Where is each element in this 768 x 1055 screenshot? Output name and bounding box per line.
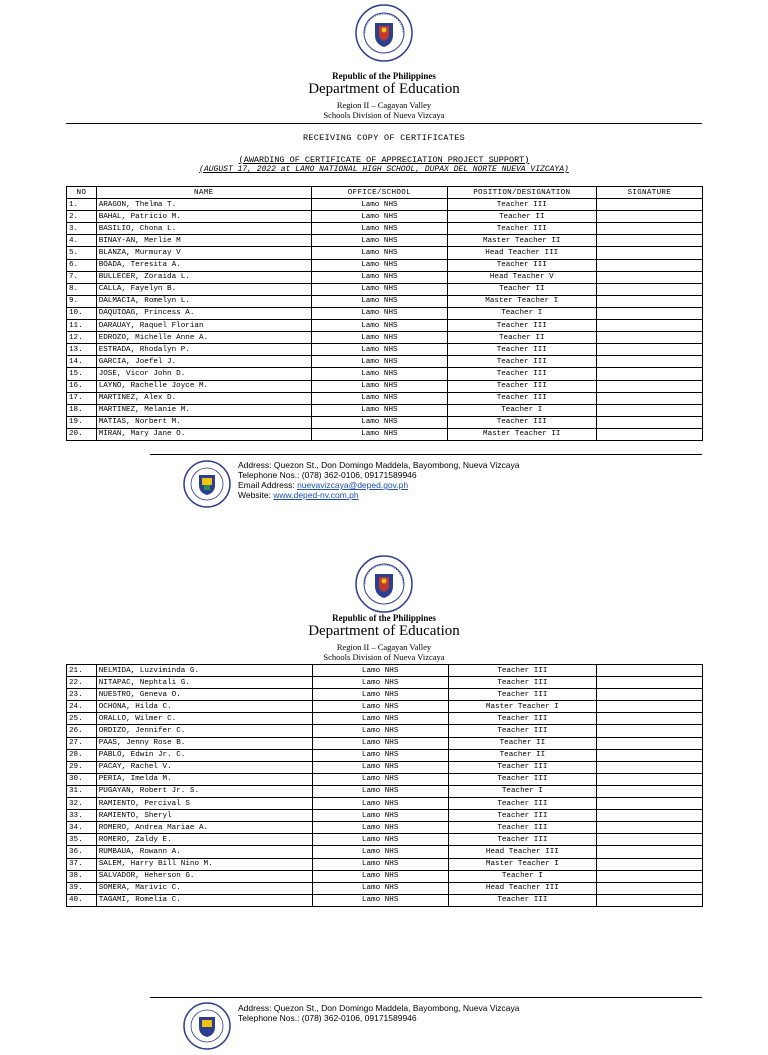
table-row [67, 416, 703, 428]
row-office: Lamo NHS [312, 810, 448, 822]
row-number: 11. [67, 320, 97, 332]
row-position: Teacher II [448, 749, 596, 761]
footer-email-label: Email Address: [238, 480, 298, 490]
republic-line-page2: Republic of the Philippines [332, 613, 436, 623]
row-number: 40. [67, 894, 97, 906]
row-name: LAYNO, Rachelle Joyce M. [96, 380, 311, 392]
footer-telephone-page2: Telephone Nos.: (078) 362-0106, 09171589946 [238, 1013, 417, 1023]
row-position: Master Teacher I [447, 295, 596, 307]
table-row [67, 689, 703, 701]
row-name: NELMIDA, Luzviminda G. [96, 665, 312, 677]
table-row [67, 725, 703, 737]
row-office: Lamo NHS [311, 223, 447, 235]
row-office: Lamo NHS [311, 283, 447, 295]
row-signature [597, 749, 703, 761]
table-row [67, 428, 703, 440]
event-date-line: (AUGUST 17, 2022 at LAMO NATIONAL HIGH SCHOOL, DUPAX DEL NORTE NUEVA VIZCAYA) [199, 165, 569, 174]
row-name: NUESTRO, Geneva O. [96, 689, 312, 701]
row-signature [597, 858, 703, 870]
row-name: ORDIZO, Jennifer C. [96, 725, 312, 737]
row-office: Lamo NHS [312, 761, 448, 773]
row-name: PABLO, Edwin Jr. C. [96, 749, 312, 761]
table-row [67, 894, 703, 906]
row-number: 26. [67, 725, 97, 737]
row-number: 23. [67, 689, 97, 701]
row-position: Teacher III [448, 798, 596, 810]
row-signature [596, 247, 702, 259]
table-row [67, 846, 703, 858]
row-signature [596, 307, 702, 319]
row-name: BASILIO, Chona L. [96, 223, 311, 235]
row-name: JOSE, Vicor John D. [96, 368, 311, 380]
row-position: Teacher III [448, 725, 596, 737]
row-office: Lamo NHS [311, 380, 447, 392]
division-line: Schools Division of Nueva Vizcaya [323, 110, 445, 120]
table-row [67, 223, 703, 235]
row-position: Teacher II [447, 211, 596, 223]
row-signature [597, 713, 703, 725]
table-row [67, 665, 703, 677]
row-signature [597, 894, 703, 906]
footer-website-link[interactable]: www.deped-nv.com.ph [273, 490, 359, 500]
row-number: 4. [67, 235, 97, 247]
row-name: MARTINEZ, Alex D. [96, 392, 311, 404]
row-signature [596, 428, 702, 440]
row-name: ROMERO, Andrea Mariae A. [96, 822, 312, 834]
row-signature [597, 834, 703, 846]
table-row [67, 798, 703, 810]
header-divider [66, 123, 702, 124]
awarding-subtitle: (AWARDING OF CERTIFICATE OF APPRECIATION PROJECT SUPPORT) [238, 155, 530, 165]
row-signature [596, 235, 702, 247]
table-row [67, 822, 703, 834]
row-office: Lamo NHS [312, 785, 448, 797]
deped-seal-logo-page2 [355, 555, 413, 613]
row-name: BOADA, Teresita A. [96, 259, 311, 271]
row-name: RAMIENTO, Sheryl [96, 810, 312, 822]
row-signature [597, 882, 703, 894]
row-name: PAAS, Jenny Rose B. [96, 737, 312, 749]
row-number: 38. [67, 870, 97, 882]
table-row [67, 199, 703, 211]
row-number: 7. [67, 271, 97, 283]
row-signature [596, 320, 702, 332]
footer-contact-block [238, 460, 519, 500]
row-office: Lamo NHS [311, 271, 447, 283]
footer-email-link[interactable]: nuevavizcaya@deped.gov.ph [297, 480, 409, 490]
footer-divider [150, 454, 702, 455]
table-row [67, 368, 703, 380]
row-number: 34. [67, 822, 97, 834]
row-name: GARCIA, Joefel J. [96, 356, 311, 368]
row-position: Teacher III [447, 368, 596, 380]
row-signature [596, 283, 702, 295]
row-number: 5. [67, 247, 97, 259]
row-position: Teacher I [448, 785, 596, 797]
row-position: Teacher III [447, 380, 596, 392]
row-number: 22. [67, 677, 97, 689]
row-number: 39. [67, 882, 97, 894]
row-signature [596, 211, 702, 223]
row-name: BINAY-AN, Merlie M [96, 235, 311, 247]
republic-line: Republic of the Philippines [332, 71, 436, 81]
table-row [67, 834, 703, 846]
row-signature [597, 737, 703, 749]
row-name: BULLECER, Zoraida L. [96, 271, 311, 283]
table-row [67, 785, 703, 797]
table-row [67, 404, 703, 416]
table-row [67, 295, 703, 307]
row-office: Lamo NHS [311, 235, 447, 247]
row-position: Teacher I [447, 307, 596, 319]
row-position: Teacher III [447, 344, 596, 356]
table-row [67, 259, 703, 271]
row-signature [596, 295, 702, 307]
row-signature [597, 870, 703, 882]
row-office: Lamo NHS [312, 677, 448, 689]
row-signature [596, 368, 702, 380]
row-position: Teacher III [448, 822, 596, 834]
row-name: ROMERO, Zaldy E. [96, 834, 312, 846]
row-name: DALMACIA, Romelyn L. [96, 295, 311, 307]
table-row [67, 283, 703, 295]
row-office: Lamo NHS [311, 247, 447, 259]
row-number: 12. [67, 332, 97, 344]
row-name: RAMIENTO, Percival S [96, 798, 312, 810]
row-office: Lamo NHS [311, 344, 447, 356]
row-signature [596, 404, 702, 416]
row-office: Lamo NHS [311, 428, 447, 440]
row-office: Lamo NHS [312, 834, 448, 846]
row-number: 18. [67, 404, 97, 416]
row-name: RUMBAUA, Rowann A. [96, 846, 312, 858]
table-row [67, 701, 703, 713]
row-number: 17. [67, 392, 97, 404]
row-number: 10. [67, 307, 97, 319]
row-office: Lamo NHS [311, 295, 447, 307]
row-number: 37. [67, 858, 97, 870]
row-office: Lamo NHS [312, 894, 448, 906]
row-signature [597, 761, 703, 773]
department-title-page2: Department of Education [308, 623, 460, 639]
row-position: Teacher II [447, 283, 596, 295]
row-position: Teacher II [447, 332, 596, 344]
row-number: 3. [67, 223, 97, 235]
row-position: Teacher III [448, 761, 596, 773]
table-header-row [67, 187, 703, 199]
row-number: 1. [67, 199, 97, 211]
row-office: Lamo NHS [311, 259, 447, 271]
footer-website-label: Website: [238, 490, 274, 500]
table-row [67, 320, 703, 332]
column-header-position: POSITION/DESIGNATION [447, 187, 596, 199]
row-signature [596, 271, 702, 283]
row-number: 30. [67, 773, 97, 785]
row-name: DARAUAY, Raquel Florian [96, 320, 311, 332]
department-title: Department of Education [308, 81, 460, 97]
row-signature [597, 665, 703, 677]
column-header-no: NO [67, 187, 97, 199]
row-name: PACAY, Rachel V. [96, 761, 312, 773]
row-number: 36. [67, 846, 97, 858]
footer-website-line [238, 490, 519, 500]
row-office: Lamo NHS [312, 713, 448, 725]
footer-email-line [238, 480, 519, 490]
row-number: 14. [67, 356, 97, 368]
row-name: MATIAS, Norbert M. [96, 416, 311, 428]
row-name: SOMERA, Marivic C. [96, 882, 312, 894]
row-number: 6. [67, 259, 97, 271]
row-number: 20. [67, 428, 97, 440]
row-signature [596, 380, 702, 392]
row-office: Lamo NHS [311, 368, 447, 380]
table-row [67, 737, 703, 749]
row-position: Head Teacher III [448, 846, 596, 858]
row-number: 15. [67, 368, 97, 380]
row-name: OCHONA, Hilda C. [96, 701, 312, 713]
table-row [67, 882, 703, 894]
row-name: ORALLO, Wilmer C. [96, 713, 312, 725]
region-line: Region II – Cagayan Valley [336, 100, 432, 110]
row-number: 8. [67, 283, 97, 295]
row-name: PUGAYAN, Robert Jr. S. [96, 785, 312, 797]
table-row [67, 749, 703, 761]
row-signature [596, 259, 702, 271]
row-position: Master Teacher II [447, 235, 596, 247]
row-office: Lamo NHS [312, 737, 448, 749]
row-signature [596, 332, 702, 344]
table-row [67, 332, 703, 344]
row-name: MARTINEZ, Melanie M. [96, 404, 311, 416]
row-number: 24. [67, 701, 97, 713]
row-position: Master Teacher I [448, 858, 596, 870]
row-position: Master Teacher I [448, 701, 596, 713]
row-position: Teacher III [448, 677, 596, 689]
column-header-office: OFFICE/SCHOOL [311, 187, 447, 199]
table-row [67, 773, 703, 785]
table-row [67, 235, 703, 247]
row-number: 31. [67, 785, 97, 797]
row-position: Teacher III [447, 356, 596, 368]
table-row [67, 858, 703, 870]
row-name: TAGAMI, Romelia C. [96, 894, 312, 906]
row-name: PERIA, Imelda M. [96, 773, 312, 785]
row-number: 35. [67, 834, 97, 846]
row-number: 27. [67, 737, 97, 749]
row-position: Teacher III [447, 259, 596, 271]
footer-address: Address: Quezon St., Don Domingo Maddela, Bayombong, Nueva Vizcaya [238, 460, 520, 470]
row-position: Teacher III [448, 810, 596, 822]
row-signature [597, 798, 703, 810]
row-signature [596, 392, 702, 404]
row-office: Lamo NHS [312, 665, 448, 677]
footer-seal-logo [183, 460, 231, 508]
table-row [67, 761, 703, 773]
row-office: Lamo NHS [312, 882, 448, 894]
row-position: Teacher III [447, 320, 596, 332]
row-position: Teacher III [448, 713, 596, 725]
certificates-table-page1 [66, 186, 703, 441]
row-position: Teacher III [447, 392, 596, 404]
row-office: Lamo NHS [311, 211, 447, 223]
row-office: Lamo NHS [311, 356, 447, 368]
row-position: Teacher III [447, 199, 596, 211]
row-number: 33. [67, 810, 97, 822]
row-number: 32. [67, 798, 97, 810]
row-signature [597, 785, 703, 797]
footer-telephone: Telephone Nos.: (078) 362-0106, 09171589946 [238, 470, 417, 480]
row-office: Lamo NHS [312, 822, 448, 834]
row-number: 2. [67, 211, 97, 223]
row-office: Lamo NHS [312, 689, 448, 701]
footer-divider-page2 [150, 997, 702, 998]
row-signature [597, 677, 703, 689]
row-office: Lamo NHS [311, 320, 447, 332]
row-office: Lamo NHS [311, 416, 447, 428]
row-name: CALLA, Fayelyn B. [96, 283, 311, 295]
table-row [67, 356, 703, 368]
row-signature [597, 773, 703, 785]
table-row [67, 271, 703, 283]
row-number: 19. [67, 416, 97, 428]
row-number: 25. [67, 713, 97, 725]
document-title: RECEIVING COPY OF CERTIFICATES [302, 133, 466, 143]
row-signature [596, 356, 702, 368]
row-name: MIRAN, Mary Jane O. [96, 428, 311, 440]
row-signature [597, 810, 703, 822]
row-position: Head Teacher V [447, 271, 596, 283]
row-office: Lamo NHS [312, 858, 448, 870]
footer-address-page2: Address: Quezon St., Don Domingo Maddela, Bayombong, Nueva Vizcaya [238, 1003, 520, 1013]
row-position: Teacher III [448, 665, 596, 677]
row-signature [596, 199, 702, 211]
row-position: Teacher III [448, 773, 596, 785]
row-office: Lamo NHS [311, 307, 447, 319]
table-row [67, 211, 703, 223]
row-position: Head Teacher III [448, 882, 596, 894]
row-position: Teacher III [448, 894, 596, 906]
table-row [67, 392, 703, 404]
row-name: BAHAL, Patricio M. [96, 211, 311, 223]
row-position: Teacher III [447, 223, 596, 235]
row-number: 16. [67, 380, 97, 392]
row-office: Lamo NHS [311, 199, 447, 211]
row-signature [596, 344, 702, 356]
row-position: Teacher II [448, 737, 596, 749]
row-name: SALEM, Harry Bill Nino M. [96, 858, 312, 870]
row-office: Lamo NHS [312, 870, 448, 882]
deped-seal-logo [355, 4, 413, 62]
row-office: Lamo NHS [312, 773, 448, 785]
row-office: Lamo NHS [311, 392, 447, 404]
footer-seal-logo-page2 [183, 1002, 231, 1050]
row-signature [597, 822, 703, 834]
row-position: Teacher III [447, 416, 596, 428]
table-row [67, 677, 703, 689]
row-number: 9. [67, 295, 97, 307]
row-name: NITAPAC, Nephtali G. [96, 677, 312, 689]
row-position: Master Teacher II [447, 428, 596, 440]
row-office: Lamo NHS [312, 798, 448, 810]
row-signature [597, 846, 703, 858]
row-office: Lamo NHS [312, 725, 448, 737]
region-line-page2: Region II – Cagayan Valley [336, 642, 432, 652]
row-office: Lamo NHS [312, 701, 448, 713]
column-header-name: NAME [96, 187, 311, 199]
row-office: Lamo NHS [311, 404, 447, 416]
table-row [67, 247, 703, 259]
footer-contact-block-page2 [238, 1003, 519, 1023]
row-signature [597, 701, 703, 713]
division-line-page2: Schools Division of Nueva Vizcaya [323, 652, 445, 662]
row-name: SALVADOR, Heherson G. [96, 870, 312, 882]
row-office: Lamo NHS [311, 332, 447, 344]
row-name: BLANZA, Murmuray V [96, 247, 311, 259]
row-name: EDROZO, Michelle Anne A. [96, 332, 311, 344]
row-office: Lamo NHS [312, 749, 448, 761]
table-row [67, 810, 703, 822]
certificates-table-page2 [66, 664, 703, 907]
row-name: ARAGON, Thelma T. [96, 199, 311, 211]
row-number: 21. [67, 665, 97, 677]
row-office: Lamo NHS [312, 846, 448, 858]
row-position: Teacher I [448, 870, 596, 882]
row-name: DAQUIOAG, Princess A. [96, 307, 311, 319]
row-signature [597, 725, 703, 737]
column-header-signature: SIGNATURE [596, 187, 702, 199]
table-row [67, 870, 703, 882]
row-position: Teacher III [448, 689, 596, 701]
row-position: Teacher I [447, 404, 596, 416]
table-row [67, 344, 703, 356]
row-signature [596, 223, 702, 235]
table-row [67, 380, 703, 392]
row-number: 13. [67, 344, 97, 356]
row-position: Teacher III [448, 834, 596, 846]
row-number: 29. [67, 761, 97, 773]
row-number: 28. [67, 749, 97, 761]
row-signature [596, 416, 702, 428]
table-row [67, 713, 703, 725]
row-signature [597, 689, 703, 701]
row-position: Head Teacher III [447, 247, 596, 259]
row-name: ESTRADA, Rhodalyn P. [96, 344, 311, 356]
table-row [67, 307, 703, 319]
